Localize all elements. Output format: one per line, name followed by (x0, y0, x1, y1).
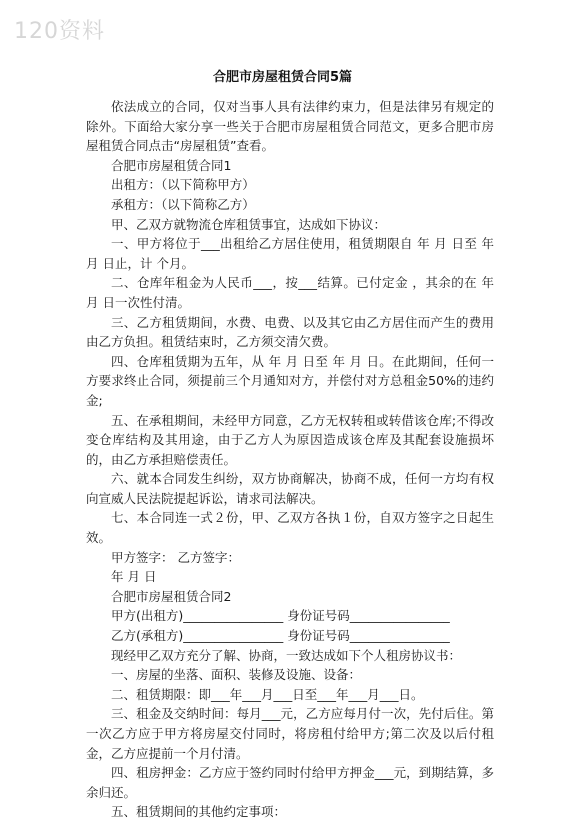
clause-2-2: 二、租赁期限：即___年___月___日至___年___月___日。 (111, 686, 424, 702)
agreement-intro: 甲、乙双方就物流仓库租赁事宜，达成如下协议： (111, 216, 387, 232)
clause-7: 七、本合同连一式２份，甲、乙双方各执１份，自双方签字之日起生效。 (86, 510, 494, 546)
clause-6: 六、就本合同发生纠纷，双方协商解决，协商不成，任何一方均有权向宣威人民法院提起诉讼，请求司法解决。 (86, 471, 494, 506)
section-heading-contract-2: 合肥市房屋租赁合同2 (111, 588, 232, 604)
signature-line: 甲方签字： 乙方签字： (111, 549, 240, 565)
agreement-intro-2: 现经甲乙双方充分了解、协商，一致达成如下个人租房协议书： (111, 647, 462, 663)
document-body (86, 97, 494, 822)
intro-paragraph: 依法成立的合同，仅对当事人具有法律约束力，但是法律另有规定的除外。下面给大家分享一些关于合肥市房屋租赁合同范文，更多合肥市房屋租赁合同点击“房屋租赁”查看。 (86, 99, 494, 154)
watermark: 120资料 (14, 19, 105, 44)
clause-2-1: 一、房屋的坐落、面积、装修及设施、设备： (111, 667, 362, 683)
clause-1: 一、甲方将位于___出租给乙方居住使用，租赁期限自 年 月 日至 年 月 日止，计 个月。 (86, 236, 494, 271)
clause-4: 四、仓库租赁期为五年，从 年 月 日至 年 月 日。在此期间，任何一方要求终止合同，须提前三个月通知对方，并偿付对方总租金50%的违约金; (86, 353, 494, 408)
clause-3: 三、乙方租赁期间，水费、电费、以及其它由乙方居住而产生的费用由乙方负担。租赁结束时，乙方须交清欠费。 (86, 314, 494, 350)
lessee-line: 承租方：（以下简称乙方） (111, 196, 255, 212)
date-line: 年 月 日 (111, 569, 157, 585)
lessor-line: 出租方：（以下简称甲方） (111, 177, 255, 193)
party-b-line: 乙方(承租方)________________ 身份证号码________________ (111, 628, 450, 644)
clause-2-5: 五、租赁期间的其他约定事项： (111, 804, 287, 820)
document-title: 合肥市房屋租赁合同5篇 (212, 70, 353, 85)
clause-2: 二、仓库年租金为人民币___，按___结算。已付定金 ，其余的在 年 月 日一次性付清。 (86, 275, 494, 310)
clause-2-3: 三、租金及交纳时间：每月___元，乙方应每月付一次，先付后住。第一次乙方应于甲方将房屋交付同时，将房租付给甲方;第二次及以后付租金，乙方应提前一个月付清。 (86, 706, 494, 761)
clause-5: 五、在承租期间，未经甲方同意，乙方无权转租或转借该仓库;不得改变仓库结构及其用途，由于乙方人为原因造成该仓库及其配套设施损坏的，由乙方承担赔偿责任。 (86, 412, 494, 467)
party-a-line: 甲方(出租方)________________ 身份证号码________________ (111, 608, 450, 624)
section-heading-contract-1: 合肥市房屋租赁合同1 (111, 157, 232, 173)
clause-2-4: 四、租房押金：乙方应于签约同时付给甲方押金___元，到期结算，多余归还。 (86, 765, 494, 800)
